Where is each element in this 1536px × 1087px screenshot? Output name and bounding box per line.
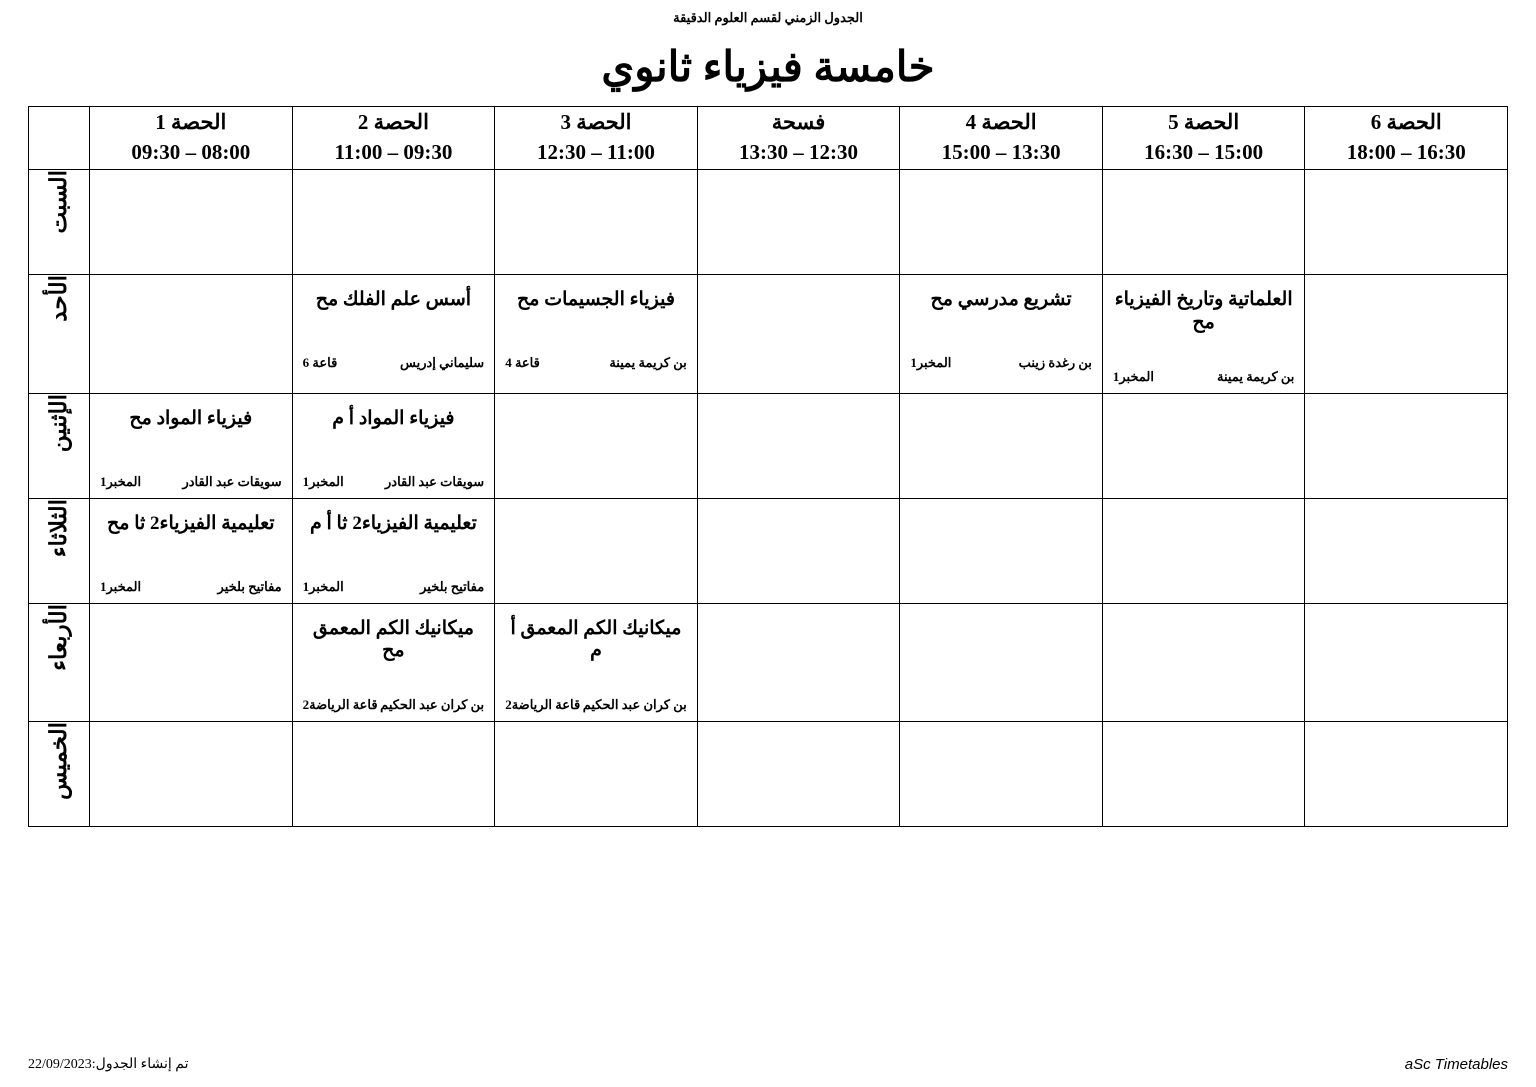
lesson-meta bbox=[505, 697, 687, 713]
lesson-room: المخبر1 bbox=[910, 355, 952, 370]
column-header-period-6 bbox=[1305, 107, 1508, 170]
lesson-cell bbox=[495, 275, 698, 394]
empty-slot bbox=[90, 275, 293, 394]
lesson-room: المخبر1 bbox=[302, 473, 344, 489]
break-cell bbox=[697, 275, 900, 394]
table-row bbox=[29, 170, 1508, 275]
lesson-teacher: بن كريمة يمينة bbox=[1217, 368, 1295, 384]
period-time: 11:00 – 12:30 bbox=[537, 140, 655, 165]
empty-slot bbox=[495, 498, 698, 603]
lesson-teacher: مفاتيح بلخير bbox=[217, 578, 282, 594]
empty-slot bbox=[1102, 722, 1305, 827]
lesson bbox=[1103, 275, 1305, 393]
empty-slot bbox=[900, 393, 1103, 498]
lesson-subject: ميكانيك الكم المعمق مح bbox=[312, 617, 474, 662]
table-row bbox=[29, 498, 1508, 603]
period-time: 12:30 – 13:30 bbox=[739, 140, 859, 165]
lesson-subject: تشريع مدرسي مح bbox=[930, 289, 1072, 310]
empty-slot bbox=[900, 603, 1103, 722]
break-cell bbox=[697, 498, 900, 603]
period-time: 13:30 – 15:00 bbox=[941, 140, 1061, 165]
lesson-meta bbox=[303, 697, 485, 713]
empty-slot bbox=[292, 722, 495, 827]
empty-slot bbox=[1102, 498, 1305, 603]
table-row bbox=[29, 275, 1508, 394]
lesson-room: المخبر1 bbox=[1112, 368, 1154, 384]
lesson-subject: أسس علم الفلك مح bbox=[315, 289, 472, 310]
empty-slot bbox=[495, 170, 698, 275]
page-footer bbox=[28, 1056, 1508, 1073]
lesson bbox=[293, 275, 495, 379]
lesson-meta bbox=[303, 579, 485, 595]
empty-slot bbox=[900, 498, 1103, 603]
empty-slot bbox=[292, 170, 495, 275]
lesson-subject: فيزياء المواد أ م bbox=[332, 407, 455, 429]
column-header-period-4 bbox=[900, 107, 1103, 170]
period-time: 09:30 – 11:00 bbox=[334, 140, 453, 165]
corner-cell bbox=[29, 107, 90, 170]
day-label-cell bbox=[29, 170, 90, 275]
day-label: الأحد bbox=[46, 275, 71, 322]
lesson-teacher: سليماني إدريس bbox=[400, 355, 485, 370]
lesson-teacher: بن رغدة زينب bbox=[1018, 355, 1092, 370]
period-label: الحصة 5 bbox=[1168, 110, 1240, 134]
column-header-period-2 bbox=[292, 107, 495, 170]
lesson bbox=[293, 604, 495, 722]
lesson-subject: العلماتية وتاريخ الفيزياء مح bbox=[1114, 289, 1293, 333]
lesson-room: قاعة 6 bbox=[302, 355, 338, 370]
footer-created-date: تم إنشاء الجدول:22/09/2023 bbox=[28, 1057, 189, 1072]
lesson-meta bbox=[303, 355, 485, 371]
lesson bbox=[293, 394, 495, 498]
empty-slot bbox=[1305, 603, 1508, 722]
break-cell bbox=[697, 170, 900, 275]
lesson-cell bbox=[292, 275, 495, 394]
day-label-cell bbox=[29, 275, 90, 394]
empty-slot bbox=[1102, 603, 1305, 722]
timetable-body bbox=[29, 170, 1508, 827]
lesson-cell bbox=[1102, 275, 1305, 394]
day-label-cell bbox=[29, 498, 90, 603]
lesson-teacher: بن كران عبد الحكيم bbox=[582, 697, 687, 713]
empty-slot bbox=[1102, 393, 1305, 498]
empty-slot bbox=[495, 722, 698, 827]
day-label-cell bbox=[29, 722, 90, 827]
lesson-teacher: مفاتيح بلخير bbox=[420, 578, 485, 594]
lesson bbox=[495, 275, 697, 379]
period-label: الحصة 4 bbox=[965, 110, 1037, 134]
period-label: الحصة 2 bbox=[357, 110, 429, 134]
lesson-meta bbox=[100, 579, 282, 595]
lesson bbox=[900, 275, 1102, 379]
period-label: الحصة 3 bbox=[560, 110, 632, 134]
day-label: الخميس bbox=[46, 722, 71, 800]
lesson-meta bbox=[303, 474, 485, 490]
footer-brand: aSc Timetables bbox=[1404, 1056, 1508, 1073]
day-label: الثلاثاء bbox=[46, 498, 71, 557]
column-header-period-3 bbox=[495, 107, 698, 170]
day-label: الأربعاء bbox=[46, 603, 71, 671]
period-time: 08:00 – 09:30 bbox=[131, 140, 251, 165]
break-cell bbox=[697, 393, 900, 498]
lesson-teacher: بن كريمة يمينة bbox=[609, 355, 687, 370]
column-header-period-5 bbox=[1102, 107, 1305, 170]
lesson bbox=[90, 499, 292, 603]
lesson bbox=[293, 499, 495, 603]
lesson-room: قاعة الرياضة2 bbox=[505, 697, 581, 713]
lesson-teacher: بن كران عبد الحكيم bbox=[380, 697, 485, 713]
column-header-break bbox=[697, 107, 900, 170]
lesson-meta bbox=[1113, 369, 1295, 385]
lesson-teacher: سويقات عبد القادر bbox=[182, 473, 282, 489]
lesson-room: المخبر1 bbox=[302, 578, 344, 594]
empty-slot bbox=[1305, 498, 1508, 603]
day-label: السبت bbox=[46, 170, 71, 234]
empty-slot bbox=[90, 722, 293, 827]
empty-slot bbox=[1102, 170, 1305, 275]
lesson-cell bbox=[900, 275, 1103, 394]
period-label: الحصة 6 bbox=[1370, 110, 1442, 134]
period-label: فسحة bbox=[771, 110, 826, 134]
table-row bbox=[29, 393, 1508, 498]
document-header-note: الجدول الزمني لقسم العلوم الدقيقة bbox=[673, 10, 863, 25]
lesson-meta bbox=[910, 355, 1092, 371]
lesson-subject: ميكانيك الكم المعمق أ م bbox=[510, 617, 682, 662]
period-time: 16:30 – 18:00 bbox=[1346, 140, 1466, 165]
lesson-cell bbox=[292, 603, 495, 722]
lesson-meta bbox=[100, 474, 282, 490]
timetable bbox=[28, 106, 1508, 827]
day-label: الإثنين bbox=[46, 393, 71, 452]
day-label-cell bbox=[29, 603, 90, 722]
empty-slot bbox=[90, 170, 293, 275]
lesson-meta bbox=[505, 355, 687, 371]
lesson-cell bbox=[495, 603, 698, 722]
break-cell bbox=[697, 603, 900, 722]
lesson-room: المخبر1 bbox=[100, 473, 142, 489]
empty-slot bbox=[495, 393, 698, 498]
lesson-subject: فيزياء الجسيمات مح bbox=[517, 289, 675, 310]
lesson-cell bbox=[292, 498, 495, 603]
empty-slot bbox=[1305, 170, 1508, 275]
empty-slot bbox=[90, 603, 293, 722]
lesson bbox=[495, 604, 697, 722]
lesson-cell bbox=[90, 498, 293, 603]
lesson-subject: تعليمية الفيزياء2 ثا أ م bbox=[309, 512, 477, 534]
empty-slot bbox=[1305, 393, 1508, 498]
lesson-cell bbox=[90, 393, 293, 498]
lesson-teacher: سويقات عبد القادر bbox=[385, 473, 485, 489]
lesson-cell bbox=[292, 393, 495, 498]
break-cell bbox=[697, 722, 900, 827]
table-row bbox=[29, 603, 1508, 722]
table-row bbox=[29, 722, 1508, 827]
lesson-subject: تعليمية الفيزياء2 ثا مح bbox=[107, 512, 275, 534]
lesson-room: قاعة الرياضة2 bbox=[302, 697, 378, 713]
page-title: خامسة فيزياء ثانوي bbox=[601, 45, 935, 91]
lesson-room: المخبر1 bbox=[100, 578, 142, 594]
period-label: الحصة 1 bbox=[155, 110, 227, 134]
lesson-room: قاعة 4 bbox=[505, 355, 540, 370]
timetable-header-row bbox=[29, 107, 1508, 170]
lesson-subject: فيزياء المواد مح bbox=[129, 407, 253, 429]
empty-slot bbox=[1305, 722, 1508, 827]
lesson bbox=[90, 394, 292, 498]
empty-slot bbox=[900, 170, 1103, 275]
day-label-cell bbox=[29, 393, 90, 498]
period-time: 15:00 – 16:30 bbox=[1144, 140, 1264, 165]
empty-slot bbox=[900, 722, 1103, 827]
column-header-period-1 bbox=[90, 107, 293, 170]
empty-slot bbox=[1305, 275, 1508, 394]
